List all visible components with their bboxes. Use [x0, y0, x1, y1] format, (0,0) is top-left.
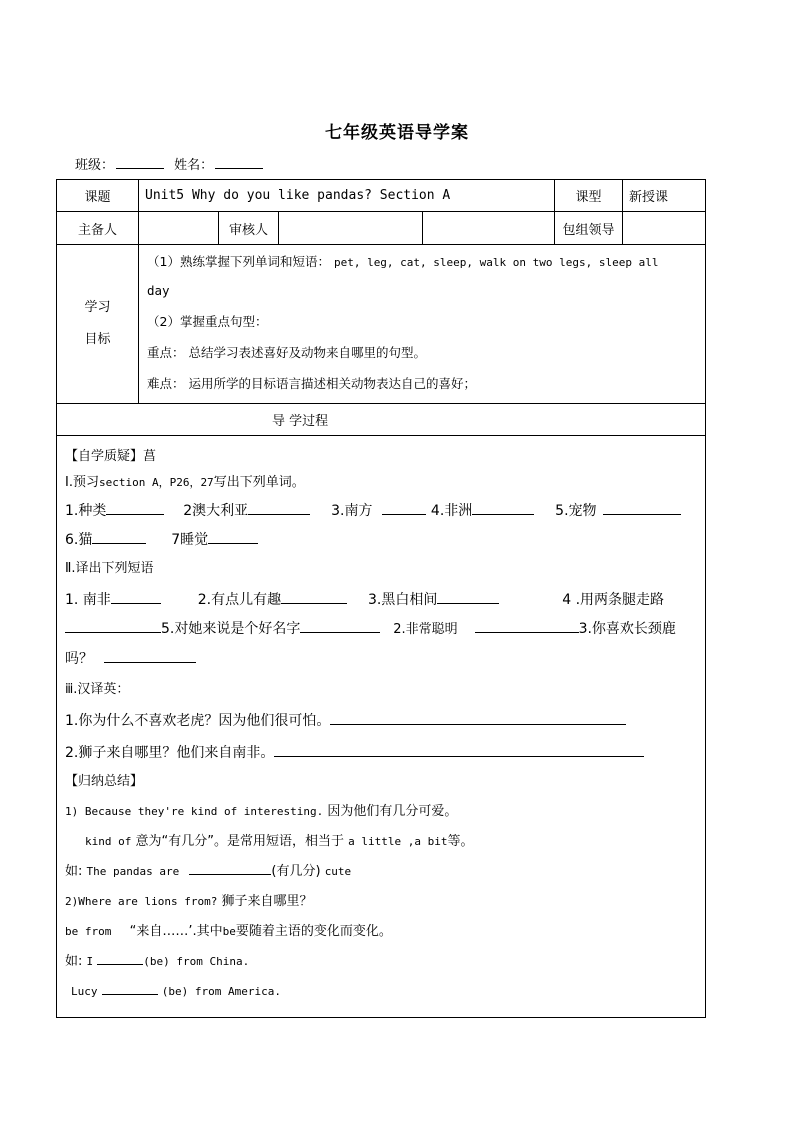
- name-blank[interactable]: [215, 168, 263, 169]
- sec1-c: 写出下列单词。: [213, 475, 305, 490]
- summary-line-7: [65, 981, 699, 1003]
- key-label: 重点：: [147, 345, 185, 360]
- summary-2-c: a little ,a bit: [348, 835, 448, 848]
- answer-blank[interactable]: [281, 591, 347, 604]
- answer-blank[interactable]: [111, 591, 161, 604]
- type-label: 课型: [555, 180, 623, 212]
- goal-line-1-cont: day: [147, 283, 170, 298]
- class-blank[interactable]: [116, 168, 164, 169]
- preparer-label: 主备人: [57, 212, 139, 245]
- phrase-item: 1. 南非: [65, 592, 111, 608]
- difficulty-line: [147, 373, 699, 395]
- word-item: 6.猫: [65, 532, 93, 548]
- answer-blank[interactable]: [274, 744, 644, 757]
- summary-6-c: (be) from China.: [143, 955, 250, 968]
- summary-3-b: The pandas are: [86, 865, 180, 878]
- sec1-a: Ⅰ.预习: [65, 475, 99, 490]
- summary-3-a: 如:: [65, 864, 83, 879]
- word-item: 3.南方: [331, 503, 373, 519]
- preparer-value[interactable]: [139, 212, 219, 245]
- key-text: 总结学习表述喜好及动物来自哪里的句型。: [188, 345, 427, 360]
- section-3-heading: ⅲ.汉译英：: [65, 682, 130, 697]
- answer-blank[interactable]: [248, 502, 310, 515]
- goals-label-2: 目标: [84, 332, 111, 347]
- summary-3-d: cute: [324, 865, 352, 878]
- summary-line-2: [65, 831, 699, 853]
- phrases-row-1: [65, 588, 699, 612]
- summary-line-6: [65, 951, 699, 973]
- answer-blank[interactable]: [382, 502, 426, 515]
- leader-label: 包组领导: [555, 212, 623, 245]
- goal-line-1: [147, 251, 699, 274]
- answer-blank[interactable]: [330, 712, 626, 725]
- answer-blank[interactable]: [106, 502, 164, 515]
- words-row-1: [65, 499, 699, 523]
- summary-line-4: [65, 891, 699, 913]
- process-title: 导 学过程: [272, 414, 329, 429]
- answer-blank[interactable]: [92, 531, 146, 544]
- phrase-item: 4 .用两条腿走路: [562, 592, 665, 608]
- summary-line-1: [65, 801, 699, 823]
- phrases-row-2: [65, 617, 699, 642]
- answer-blank[interactable]: [208, 531, 258, 544]
- summary-1-en: 1) Because they're kind of interesting.: [65, 805, 324, 818]
- summary-2-a: kind of: [85, 835, 132, 848]
- word-item: 1.种类: [65, 503, 107, 519]
- summary-line-3: [65, 861, 699, 883]
- class-name-line: [75, 154, 269, 173]
- word-item: 7睡觉: [171, 532, 209, 548]
- answer-blank[interactable]: [437, 591, 499, 604]
- summary-6-a: 如:: [65, 954, 83, 969]
- phrase-item: 2.有点儿有趣: [197, 592, 282, 608]
- summary-heading: 【归纳总结】: [65, 774, 144, 789]
- answer-blank[interactable]: [472, 502, 534, 515]
- word-item: 2澳大利亚: [183, 503, 249, 519]
- phrase-item: 5.对她来说是个好名字: [161, 621, 301, 637]
- difficulty-text: 运用所学的目标语言描述相关动物表达自己的喜好；: [188, 376, 477, 391]
- answer-blank[interactable]: [102, 982, 158, 995]
- document-title: 七年级英语导学案: [325, 123, 469, 143]
- phrases-row-3: [65, 647, 699, 671]
- phrase-item: 2.非常聪明: [393, 622, 458, 637]
- goals-content: [139, 245, 706, 404]
- answer-blank[interactable]: [603, 502, 681, 515]
- topic-value: Unit5 Why do you like pandas? Section A: [139, 180, 555, 212]
- translate-2: [65, 741, 699, 765]
- summary-5-a: be from: [65, 925, 112, 938]
- answer-blank[interactable]: [189, 862, 271, 875]
- summary-4-b: 狮子来自哪里？: [221, 894, 313, 909]
- word-item: 5.宠物: [555, 503, 597, 519]
- summary-7-b: (be) from America.: [161, 985, 281, 998]
- summary-3-c: (有几分): [271, 864, 321, 879]
- section-2-heading: Ⅱ.译出下列短语: [65, 561, 154, 576]
- reviewer-label: 审核人: [219, 212, 279, 245]
- answer-blank[interactable]: [300, 620, 380, 633]
- translate-prompt: 2.狮子来自哪里？他们来自南非。: [65, 745, 275, 761]
- summary-7-a: Lucy: [71, 985, 98, 998]
- answer-blank[interactable]: [97, 952, 143, 965]
- summary-2-d: 等。: [447, 834, 474, 849]
- summary-1-cn: 因为他们有几分可爱。: [327, 804, 458, 819]
- word-item: 4.非洲: [430, 503, 473, 519]
- answer-blank[interactable]: [104, 650, 196, 663]
- goals-label: [57, 245, 139, 404]
- self-study-heading: 【自学质疑】菖: [65, 449, 157, 464]
- translate-prompt: 1.你为什么不喜欢老虎？因为他们很可怕。: [65, 713, 331, 729]
- summary-2-b: 意为“有几分”。是常用短语，相当于: [135, 834, 344, 849]
- type-value: 新授课: [623, 180, 706, 212]
- translate-1: [65, 709, 699, 733]
- answer-blank[interactable]: [475, 620, 579, 633]
- summary-4-a: 2)Where are lions from?: [65, 895, 218, 908]
- answer-blank[interactable]: [65, 620, 161, 633]
- summary-5-c: be: [222, 925, 236, 938]
- phrase-item: 3.黑白相间: [367, 592, 438, 608]
- words-row-2: [65, 528, 699, 552]
- lesson-table: [56, 179, 706, 1018]
- phrase-item: 3.你喜欢长颈鹿: [578, 621, 676, 637]
- process-content: [57, 436, 706, 1018]
- goal-line-2: （2）掌握重点句型：: [147, 314, 268, 329]
- goals-label-1: 学习: [84, 300, 111, 315]
- key-point-line: [147, 342, 699, 364]
- process-title-row: [57, 404, 706, 436]
- name-label: 姓名：: [174, 158, 214, 173]
- summary-5-d: 要随着主语的变化而变化。: [235, 924, 392, 939]
- summary-6-b: I: [86, 955, 94, 968]
- phrase-item-cont: 吗？: [65, 651, 93, 667]
- summary-line-5: [65, 921, 699, 943]
- leader-value[interactable]: [623, 212, 706, 245]
- section-1-heading: [65, 472, 699, 494]
- topic-label: 课题: [57, 180, 139, 212]
- reviewer-value[interactable]: [279, 212, 423, 245]
- blank-cell: [423, 212, 555, 245]
- goal-1-en: pet, leg, cat, sleep, walk on two legs, sleep all: [333, 256, 659, 269]
- difficulty-label: 难点：: [147, 376, 185, 391]
- goal-1-cn: （1）熟练掌握下列单词和短语：: [147, 254, 330, 269]
- summary-5-b: “来自……’.其中: [129, 924, 223, 939]
- class-label: 班级：: [75, 158, 115, 173]
- sec1-b: section A，P26，27: [98, 476, 214, 489]
